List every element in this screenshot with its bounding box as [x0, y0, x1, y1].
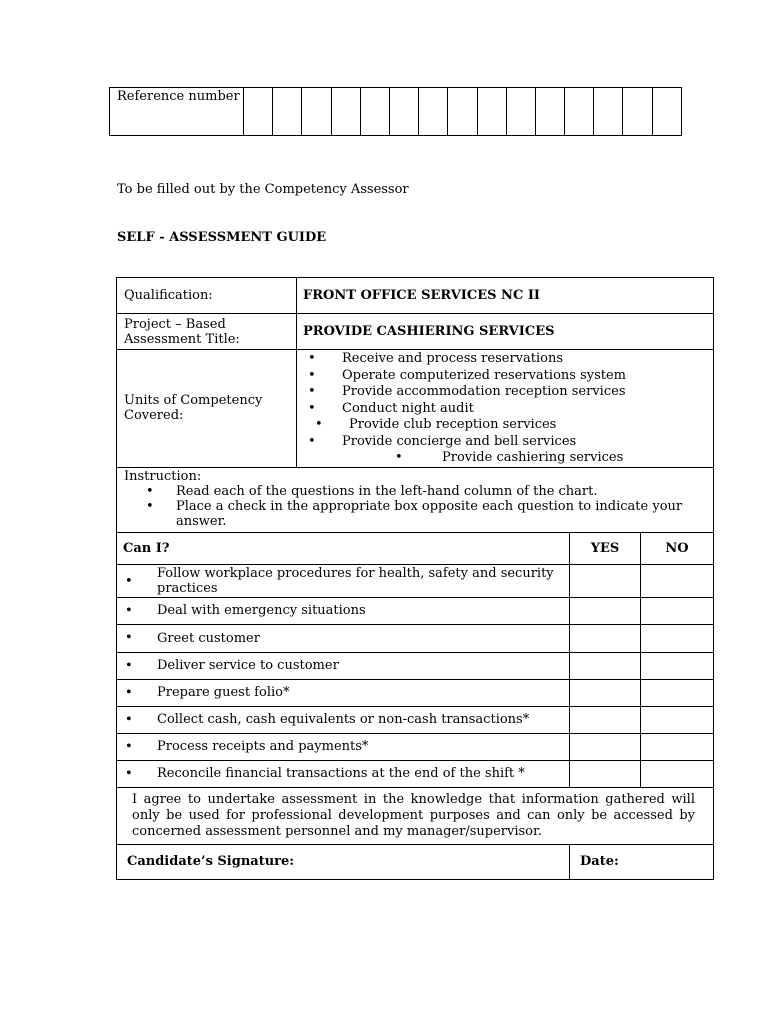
unit-item-text: Provide club reception services	[349, 417, 557, 432]
units-list	[297, 351, 713, 467]
bullet-icon: •	[308, 400, 316, 416]
reference-digit-box[interactable]	[389, 88, 418, 136]
bullet-icon: •	[146, 483, 154, 499]
checklist-row	[117, 624, 714, 652]
yes-checkbox[interactable]	[570, 679, 641, 706]
bullet-icon: •	[308, 433, 316, 449]
instruction-item	[124, 484, 713, 499]
no-checkbox[interactable]	[641, 624, 714, 652]
bullet-icon: •	[125, 573, 133, 589]
checklist-row	[117, 597, 714, 624]
question-text: Prepare guest folio*	[157, 685, 290, 700]
checklist-row	[117, 760, 714, 787]
question-cell	[117, 652, 570, 679]
bullet-icon: •	[395, 450, 403, 465]
reference-digit-box[interactable]	[244, 88, 273, 136]
reference-digit-box[interactable]	[360, 88, 389, 136]
yes-checkbox[interactable]	[570, 706, 641, 733]
unit-item	[297, 351, 713, 368]
no-checkbox[interactable]	[641, 564, 714, 597]
reference-digit-box[interactable]	[565, 88, 594, 136]
bullet-icon: •	[315, 417, 323, 432]
reference-digit-box[interactable]	[652, 88, 681, 136]
unit-item-text: Operate computerized reservations system	[342, 367, 627, 383]
no-checkbox[interactable]	[641, 679, 714, 706]
unit-item-text: Provide accommodation reception services	[342, 384, 626, 399]
question-cell	[117, 706, 570, 733]
unit-item	[297, 368, 713, 385]
units-label: Units of Competency Covered:	[117, 350, 297, 468]
reference-digit-box[interactable]	[535, 88, 564, 136]
assessor-note: To be filled out by the Competency Assessor	[117, 182, 409, 197]
reference-digit-box[interactable]	[477, 88, 506, 136]
bullet-icon: •	[125, 603, 133, 618]
checklist-row	[117, 733, 714, 760]
instruction-label: Instruction:	[124, 468, 202, 484]
question-cell	[117, 624, 570, 652]
reference-number-table	[109, 87, 682, 136]
instruction-cell	[117, 467, 714, 532]
instruction-item	[124, 499, 713, 529]
no-checkbox[interactable]	[641, 706, 714, 733]
bullet-icon: •	[125, 630, 133, 646]
unit-item-text: Provide concierge and bell services	[342, 433, 577, 449]
no-checkbox[interactable]	[641, 597, 714, 624]
project-title-label: Project – Based Assessment Title:	[117, 314, 297, 350]
bullet-icon: •	[308, 351, 316, 366]
agreement-text: I agree to undertake assessment in the knowledge that information gathered will only be used for professional development purposes and can only be accessed by concerned assessment personnel and my manager/supervisor.	[117, 787, 714, 844]
checklist-row	[117, 564, 714, 597]
unit-item	[297, 384, 713, 401]
project-title-value: PROVIDE CASHIERING SERVICES	[297, 314, 714, 350]
no-checkbox[interactable]	[641, 733, 714, 760]
question-cell	[117, 597, 570, 624]
candidate-signature-field[interactable]	[117, 844, 570, 879]
yes-checkbox[interactable]	[570, 733, 641, 760]
yes-checkbox[interactable]	[570, 624, 641, 652]
bullet-icon: •	[125, 766, 133, 781]
question-text: Follow workplace procedures for health, safety and security practices	[157, 565, 554, 596]
checklist-row	[117, 706, 714, 733]
question-text: Deliver service to customer	[157, 658, 339, 673]
qualification-value: FRONT OFFICE SERVICES NC II	[297, 278, 714, 314]
reference-digit-box[interactable]	[331, 88, 360, 136]
yes-checkbox[interactable]	[570, 597, 641, 624]
date-label: Date:	[580, 854, 619, 869]
checklist-row	[117, 652, 714, 679]
question-text: Reconcile financial transactions at the end of the shift *	[157, 766, 525, 781]
yes-checkbox[interactable]	[570, 564, 641, 597]
reference-digit-box[interactable]	[594, 88, 623, 136]
unit-item-text: Receive and process reservations	[342, 351, 564, 366]
reference-digit-box[interactable]	[448, 88, 477, 136]
no-checkbox[interactable]	[641, 760, 714, 787]
reference-digit-box[interactable]	[506, 88, 535, 136]
unit-item	[297, 434, 713, 451]
question-text: Deal with emergency situations	[157, 603, 366, 618]
units-cell	[297, 350, 714, 468]
unit-item	[297, 450, 713, 467]
question-cell	[117, 760, 570, 787]
reference-digit-box[interactable]	[623, 88, 652, 136]
unit-item-text: Conduct night audit	[342, 400, 474, 416]
reference-digit-box[interactable]	[273, 88, 302, 136]
bullet-icon: •	[308, 384, 316, 399]
yes-checkbox[interactable]	[570, 652, 641, 679]
instruction-list	[124, 484, 713, 529]
question-text: Greet customer	[157, 630, 260, 646]
bullet-icon: •	[125, 685, 133, 700]
bullet-icon: •	[125, 739, 133, 754]
checklist-row	[117, 679, 714, 706]
bullet-icon: •	[125, 658, 133, 673]
reference-number-label: Reference number	[110, 88, 244, 136]
instruction-item-text: Read each of the questions in the left-hand column of the chart.	[176, 483, 598, 499]
unit-item-text: Provide cashiering services	[442, 450, 624, 465]
no-header: NO	[641, 532, 714, 564]
unit-item	[297, 417, 713, 434]
date-field[interactable]	[570, 844, 714, 879]
yes-header: YES	[570, 532, 641, 564]
guide-title: SELF - ASSESSMENT GUIDE	[117, 230, 327, 245]
bullet-icon: •	[308, 367, 316, 383]
self-assessment-table	[116, 277, 714, 880]
reference-digit-box[interactable]	[419, 88, 448, 136]
reference-digit-box[interactable]	[302, 88, 331, 136]
candidate-signature-label: Candidate’s Signature:	[127, 854, 295, 869]
question-cell	[117, 679, 570, 706]
question-text: Process receipts and payments*	[157, 739, 369, 754]
bullet-icon: •	[146, 498, 154, 514]
question-cell	[117, 733, 570, 760]
bullet-icon: •	[125, 712, 133, 727]
qualification-label: Qualification:	[117, 278, 297, 314]
question-cell	[117, 564, 570, 597]
unit-item	[297, 401, 713, 418]
no-checkbox[interactable]	[641, 652, 714, 679]
yes-checkbox[interactable]	[570, 760, 641, 787]
instruction-item-text: Place a check in the appropriate box opposite each question to indicate your answer.	[176, 498, 683, 529]
question-text: Collect cash, cash equivalents or non-cash transactions*	[157, 712, 530, 727]
can-i-header: Can I?	[117, 532, 570, 564]
